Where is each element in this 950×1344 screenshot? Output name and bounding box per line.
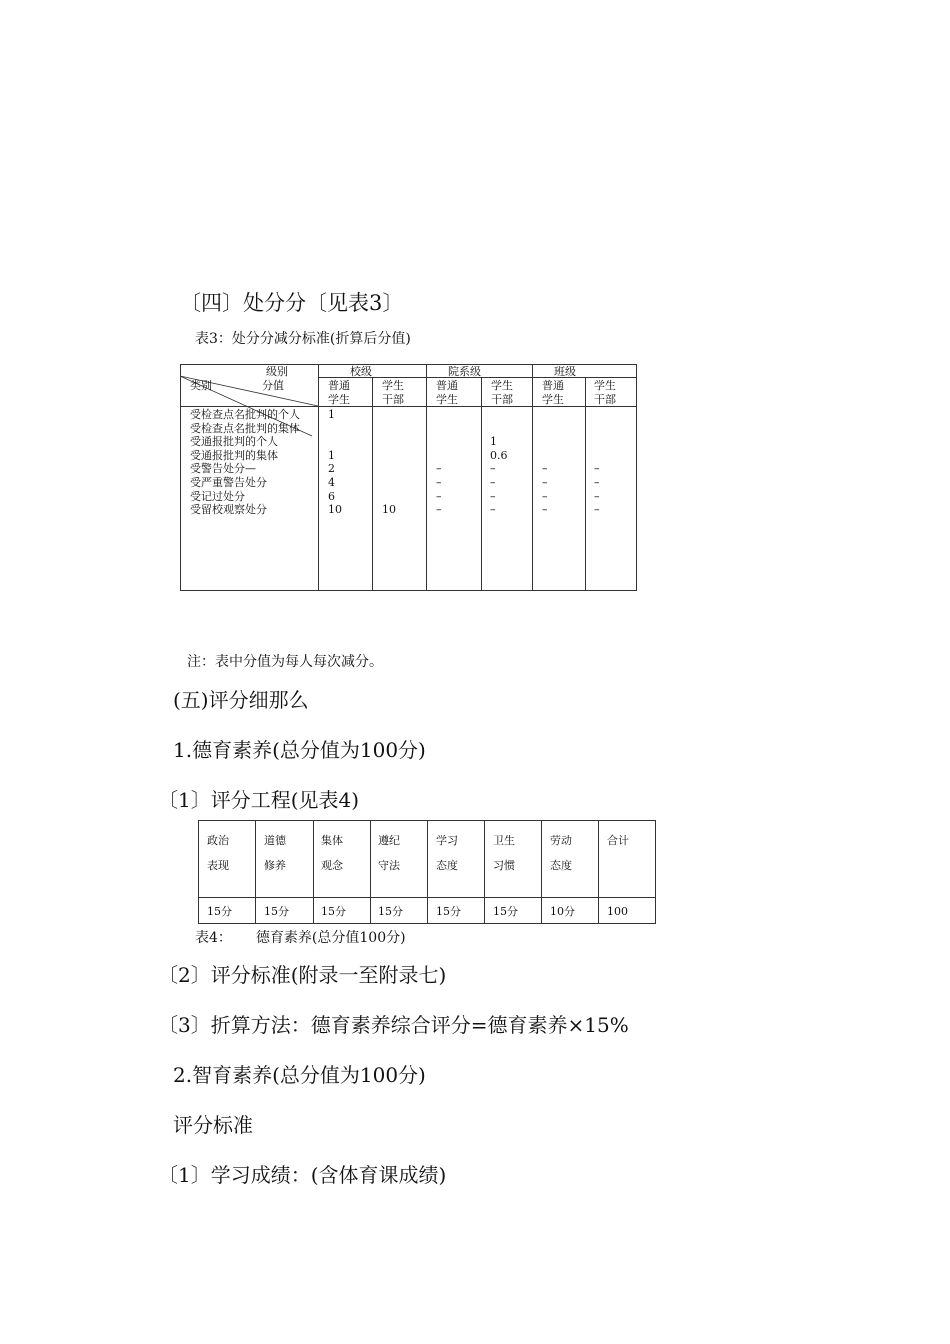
t3-cell bbox=[594, 422, 600, 436]
table-3-note: 注：表中分值为每人每次减分。 bbox=[187, 654, 383, 670]
t3-col-3 bbox=[436, 408, 442, 517]
t4-header: 遵纪 守法 bbox=[378, 834, 400, 872]
table-4-caption-text: 德育素养(总分值100分) bbox=[255, 930, 406, 946]
t3-cell: 1 bbox=[490, 435, 497, 449]
t3-cell bbox=[382, 408, 396, 422]
t3-vline-1 bbox=[318, 364, 319, 590]
t4-vline-5 bbox=[484, 820, 485, 923]
t3-row-label: 受通报批判的集体 bbox=[190, 448, 278, 462]
t3-cell: 4 bbox=[328, 475, 335, 489]
t3-cell bbox=[594, 449, 600, 463]
t3-sub-2: 学生 干部 bbox=[382, 379, 404, 406]
t3-cell bbox=[436, 408, 442, 422]
t3-sub-6: 学生 干部 bbox=[594, 379, 616, 406]
t3-cell bbox=[542, 435, 548, 449]
t3-corner-mid: 分值 bbox=[262, 379, 284, 392]
t3-vline-3 bbox=[426, 364, 427, 590]
section-5-heading: (五)评分细那么 bbox=[173, 688, 309, 712]
t3-cell bbox=[382, 422, 396, 436]
t3-row-label: 受检查点名批判的个人 bbox=[190, 408, 300, 421]
t3-cell: – bbox=[436, 503, 442, 517]
item-2-standard: 〔2〕评分标准(附录一至附录七) bbox=[158, 963, 447, 987]
intel-heading: 2.智育素养(总分值为100分) bbox=[173, 1063, 426, 1087]
item-study-scores: 〔1〕学习成绩：(含体育课成绩) bbox=[158, 1163, 447, 1187]
t3-cell bbox=[382, 476, 396, 490]
t3-cell bbox=[382, 435, 396, 449]
t3-cell bbox=[542, 422, 548, 436]
t3-row-label: 受检查点名批判的集体 bbox=[190, 421, 300, 435]
t4-value: 15分 bbox=[207, 905, 232, 918]
t3-cell: – bbox=[542, 475, 548, 489]
t3-sub-4: 学生 干部 bbox=[491, 379, 513, 406]
t3-cell: – bbox=[542, 462, 548, 476]
t3-cell: 0.6 bbox=[490, 448, 508, 462]
t4-hline bbox=[198, 897, 655, 898]
t3-corner-top: 级别 bbox=[266, 365, 288, 378]
t3-cell: – bbox=[594, 489, 600, 503]
t4-vline-1 bbox=[255, 820, 256, 923]
t4-header: 政治 表现 bbox=[207, 834, 229, 872]
item-3-method: 〔3〕折算方法：德育素养综合评分=德育素养×15% bbox=[158, 1013, 629, 1037]
t4-header: 集体 观念 bbox=[321, 834, 343, 872]
t3-sub-3: 普通 学生 bbox=[436, 379, 458, 406]
t3-cell bbox=[490, 408, 508, 422]
t3-vline-4 bbox=[481, 377, 482, 590]
t3-col-2 bbox=[382, 408, 396, 517]
t3-vline-6 bbox=[585, 377, 586, 590]
t3-cell: – bbox=[594, 503, 600, 517]
t3-cell bbox=[436, 435, 442, 449]
t4-value: 15分 bbox=[321, 905, 346, 918]
t3-hline-header bbox=[180, 406, 636, 407]
t3-cell: 10 bbox=[328, 503, 342, 517]
t3-sub-5: 普通 学生 bbox=[542, 379, 564, 406]
t3-cell: – bbox=[490, 489, 496, 503]
t3-row-label: 受记过处分 bbox=[190, 489, 245, 503]
t3-row-label: 受警告处分— bbox=[190, 462, 256, 476]
t3-group-school: 校级 bbox=[350, 365, 372, 378]
t3-col-4 bbox=[490, 408, 508, 517]
t3-cell: – bbox=[436, 462, 442, 476]
t3-cell bbox=[382, 490, 396, 504]
table-3-caption: 表3：处分分减分标准(折算后分值) bbox=[195, 331, 411, 347]
t3-cell bbox=[436, 449, 442, 463]
t4-vline-3 bbox=[370, 820, 371, 923]
t3-corner-left: 类别 bbox=[190, 379, 212, 392]
t3-vline-2 bbox=[372, 377, 373, 590]
t4-header: 道德 修养 bbox=[264, 834, 286, 872]
t3-sub-1: 普通 学生 bbox=[328, 379, 350, 406]
t3-group-class: 班级 bbox=[554, 365, 576, 378]
t3-cell: 10 bbox=[382, 503, 396, 517]
t4-value: 15分 bbox=[264, 905, 289, 918]
t3-cell bbox=[542, 408, 548, 422]
t3-row-label: 受通报批判的个人 bbox=[190, 435, 278, 449]
t3-cell bbox=[382, 449, 396, 463]
t3-cell: – bbox=[542, 489, 548, 503]
t4-header: 学习 态度 bbox=[436, 834, 458, 872]
t3-col-1 bbox=[328, 408, 342, 517]
t3-group-dept: 院系级 bbox=[448, 365, 481, 378]
t3-cell bbox=[594, 408, 600, 422]
t3-cell bbox=[328, 435, 342, 449]
t3-cell: 1 bbox=[328, 408, 335, 421]
table-4-caption bbox=[195, 929, 406, 947]
t3-cell: – bbox=[490, 475, 496, 489]
t3-col-labels bbox=[190, 408, 300, 517]
t4-header: 劳动 态度 bbox=[550, 834, 572, 872]
t3-cell bbox=[542, 449, 548, 463]
t3-cell bbox=[382, 462, 396, 476]
t4-header: 卫生 习惯 bbox=[493, 834, 515, 872]
t3-cell bbox=[328, 422, 342, 436]
t3-cell: 6 bbox=[328, 489, 335, 503]
t3-cell bbox=[436, 422, 442, 436]
t4-value: 10分 bbox=[550, 905, 575, 918]
t3-vline-5 bbox=[532, 364, 533, 590]
t4-header: 合计 bbox=[607, 834, 629, 847]
table-3 bbox=[180, 364, 637, 591]
t4-value: 15分 bbox=[436, 905, 461, 918]
t4-value: 100 bbox=[607, 905, 628, 918]
t3-cell: – bbox=[436, 475, 442, 489]
t3-cell: 1 bbox=[328, 448, 335, 462]
t4-vline-6 bbox=[541, 820, 542, 923]
item-1-projects: 〔1〕评分工程(见表4) bbox=[158, 788, 360, 812]
t4-value: 15分 bbox=[493, 905, 518, 918]
t3-cell bbox=[594, 435, 600, 449]
t3-cell: 2 bbox=[328, 462, 335, 476]
t3-col-5 bbox=[542, 408, 548, 517]
standard-heading: 评分标准 bbox=[173, 1113, 253, 1137]
t4-vline-4 bbox=[427, 820, 428, 923]
section-4-heading: 〔四〕处分分〔见表3〕 bbox=[180, 291, 404, 315]
t3-cell: – bbox=[594, 475, 600, 489]
t3-cell: – bbox=[490, 462, 496, 476]
t4-vline-2 bbox=[313, 820, 314, 923]
t3-cell: – bbox=[542, 503, 548, 517]
t3-cell bbox=[490, 422, 508, 436]
t3-cell: – bbox=[594, 462, 600, 476]
t3-row-label: 受留校观察处分 bbox=[190, 503, 267, 517]
t4-vline-7 bbox=[598, 820, 599, 923]
t3-row-label: 受严重警告处分 bbox=[190, 475, 267, 489]
table-4 bbox=[198, 820, 656, 924]
t4-value: 15分 bbox=[378, 905, 403, 918]
table-4-caption-label: 表4： bbox=[195, 930, 232, 946]
t3-cell: – bbox=[490, 503, 496, 517]
moral-heading: 1.德育素养(总分值为100分) bbox=[173, 738, 426, 762]
t3-col-6 bbox=[594, 408, 600, 517]
t3-cell: – bbox=[436, 489, 442, 503]
